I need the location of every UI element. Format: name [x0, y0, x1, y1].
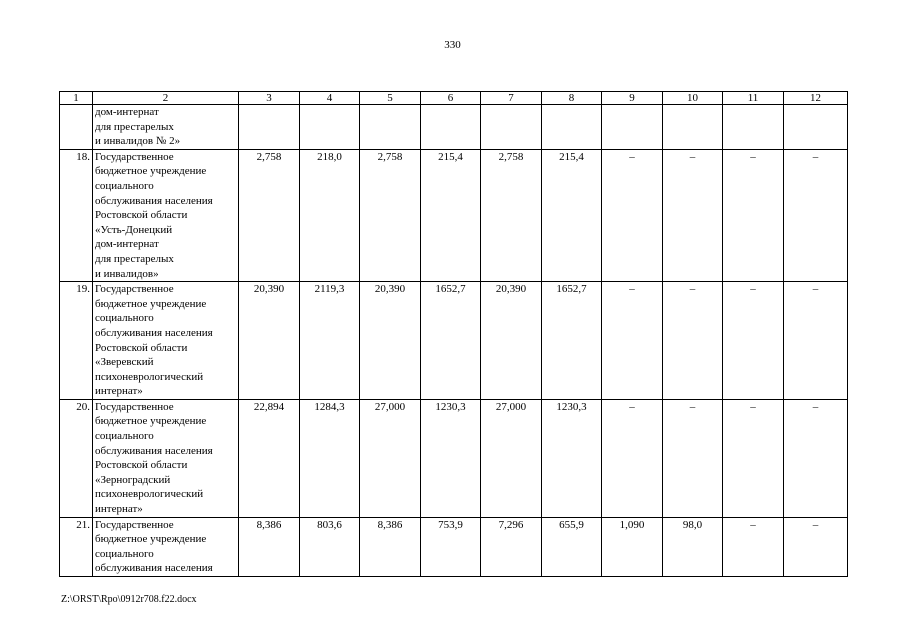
- table-cell: 753,9: [421, 517, 481, 576]
- table-cell: 8,386: [239, 517, 300, 576]
- table-cell: [723, 105, 784, 150]
- table-body: [60, 92, 848, 577]
- table-cell: –: [784, 399, 848, 517]
- column-header: 5: [360, 92, 421, 105]
- header-row: [60, 92, 848, 105]
- table-cell: 215,4: [542, 149, 602, 281]
- table-cell: –: [784, 149, 848, 281]
- row-number: 20.: [60, 399, 93, 517]
- table-cell: 1652,7: [542, 282, 602, 400]
- institution-name: Государственное бюджетное учреждение социального обслуживания населения Ростовской области «Зверевский психоневрологический интернат»: [93, 282, 239, 400]
- table-cell: [542, 105, 602, 150]
- table-cell: 1,090: [602, 517, 663, 576]
- table-cell: 1652,7: [421, 282, 481, 400]
- table-cell: 2,758: [239, 149, 300, 281]
- table-cell: [481, 105, 542, 150]
- table-cell: 20,390: [239, 282, 300, 400]
- column-header: 3: [239, 92, 300, 105]
- table-cell: –: [602, 399, 663, 517]
- footer-file-path: Z:\ORST\Rpo\0912r708.f22.docx: [61, 594, 197, 605]
- institution-name: Государственное бюджетное учреждение социального обслуживания населения: [93, 517, 239, 576]
- column-header: 2: [93, 92, 239, 105]
- table-cell: [602, 105, 663, 150]
- table-row: [60, 282, 848, 400]
- table-cell: [421, 105, 481, 150]
- table-cell: 655,9: [542, 517, 602, 576]
- table-cell: 22,894: [239, 399, 300, 517]
- table-row: [60, 149, 848, 281]
- table-row: [60, 105, 848, 150]
- data-table: [59, 91, 848, 577]
- column-header: 6: [421, 92, 481, 105]
- table-cell: –: [723, 282, 784, 400]
- table-cell: –: [663, 149, 723, 281]
- column-header: 7: [481, 92, 542, 105]
- table-cell: 27,000: [360, 399, 421, 517]
- table-cell: –: [723, 399, 784, 517]
- column-header: 4: [300, 92, 360, 105]
- row-number: [60, 105, 93, 150]
- row-number: 19.: [60, 282, 93, 400]
- table-cell: 7,296: [481, 517, 542, 576]
- table-cell: 2,758: [481, 149, 542, 281]
- table-cell: 215,4: [421, 149, 481, 281]
- table-cell: 20,390: [481, 282, 542, 400]
- table-cell: [239, 105, 300, 150]
- column-header: 1: [60, 92, 93, 105]
- page-number: 330: [444, 39, 461, 51]
- column-header: 9: [602, 92, 663, 105]
- table-cell: 98,0: [663, 517, 723, 576]
- table-cell: –: [723, 149, 784, 281]
- table-cell: –: [784, 517, 848, 576]
- column-header: 8: [542, 92, 602, 105]
- row-number: 21.: [60, 517, 93, 576]
- table-cell: –: [784, 282, 848, 400]
- column-header: 10: [663, 92, 723, 105]
- table-cell: –: [602, 149, 663, 281]
- table-cell: 27,000: [481, 399, 542, 517]
- table-row: [60, 517, 848, 576]
- table-cell: 803,6: [300, 517, 360, 576]
- table-cell: 8,386: [360, 517, 421, 576]
- column-header: 11: [723, 92, 784, 105]
- institution-name: дом-интернат для престарелых и инвалидов № 2»: [93, 105, 239, 150]
- column-header: 12: [784, 92, 848, 105]
- institution-name: Государственное бюджетное учреждение социального обслуживания населения Ростовской области «Усть-Донецкий дом-интернат для престарелых и инвалидов»: [93, 149, 239, 281]
- table-cell: 1230,3: [421, 399, 481, 517]
- table-cell: –: [663, 282, 723, 400]
- table-cell: 218,0: [300, 149, 360, 281]
- table-cell: [300, 105, 360, 150]
- row-number: 18.: [60, 149, 93, 281]
- table-cell: 1230,3: [542, 399, 602, 517]
- table-cell: [663, 105, 723, 150]
- table-cell: 1284,3: [300, 399, 360, 517]
- table-cell: 20,390: [360, 282, 421, 400]
- table-cell: –: [723, 517, 784, 576]
- table-cell: –: [602, 282, 663, 400]
- table-row: [60, 399, 848, 517]
- institution-name: Государственное бюджетное учреждение социального обслуживания населения Ростовской области «Зерноградский психоневрологический интернат»: [93, 399, 239, 517]
- table-cell: 2119,3: [300, 282, 360, 400]
- table-cell: –: [663, 399, 723, 517]
- table-cell: [784, 105, 848, 150]
- table-cell: [360, 105, 421, 150]
- table-cell: 2,758: [360, 149, 421, 281]
